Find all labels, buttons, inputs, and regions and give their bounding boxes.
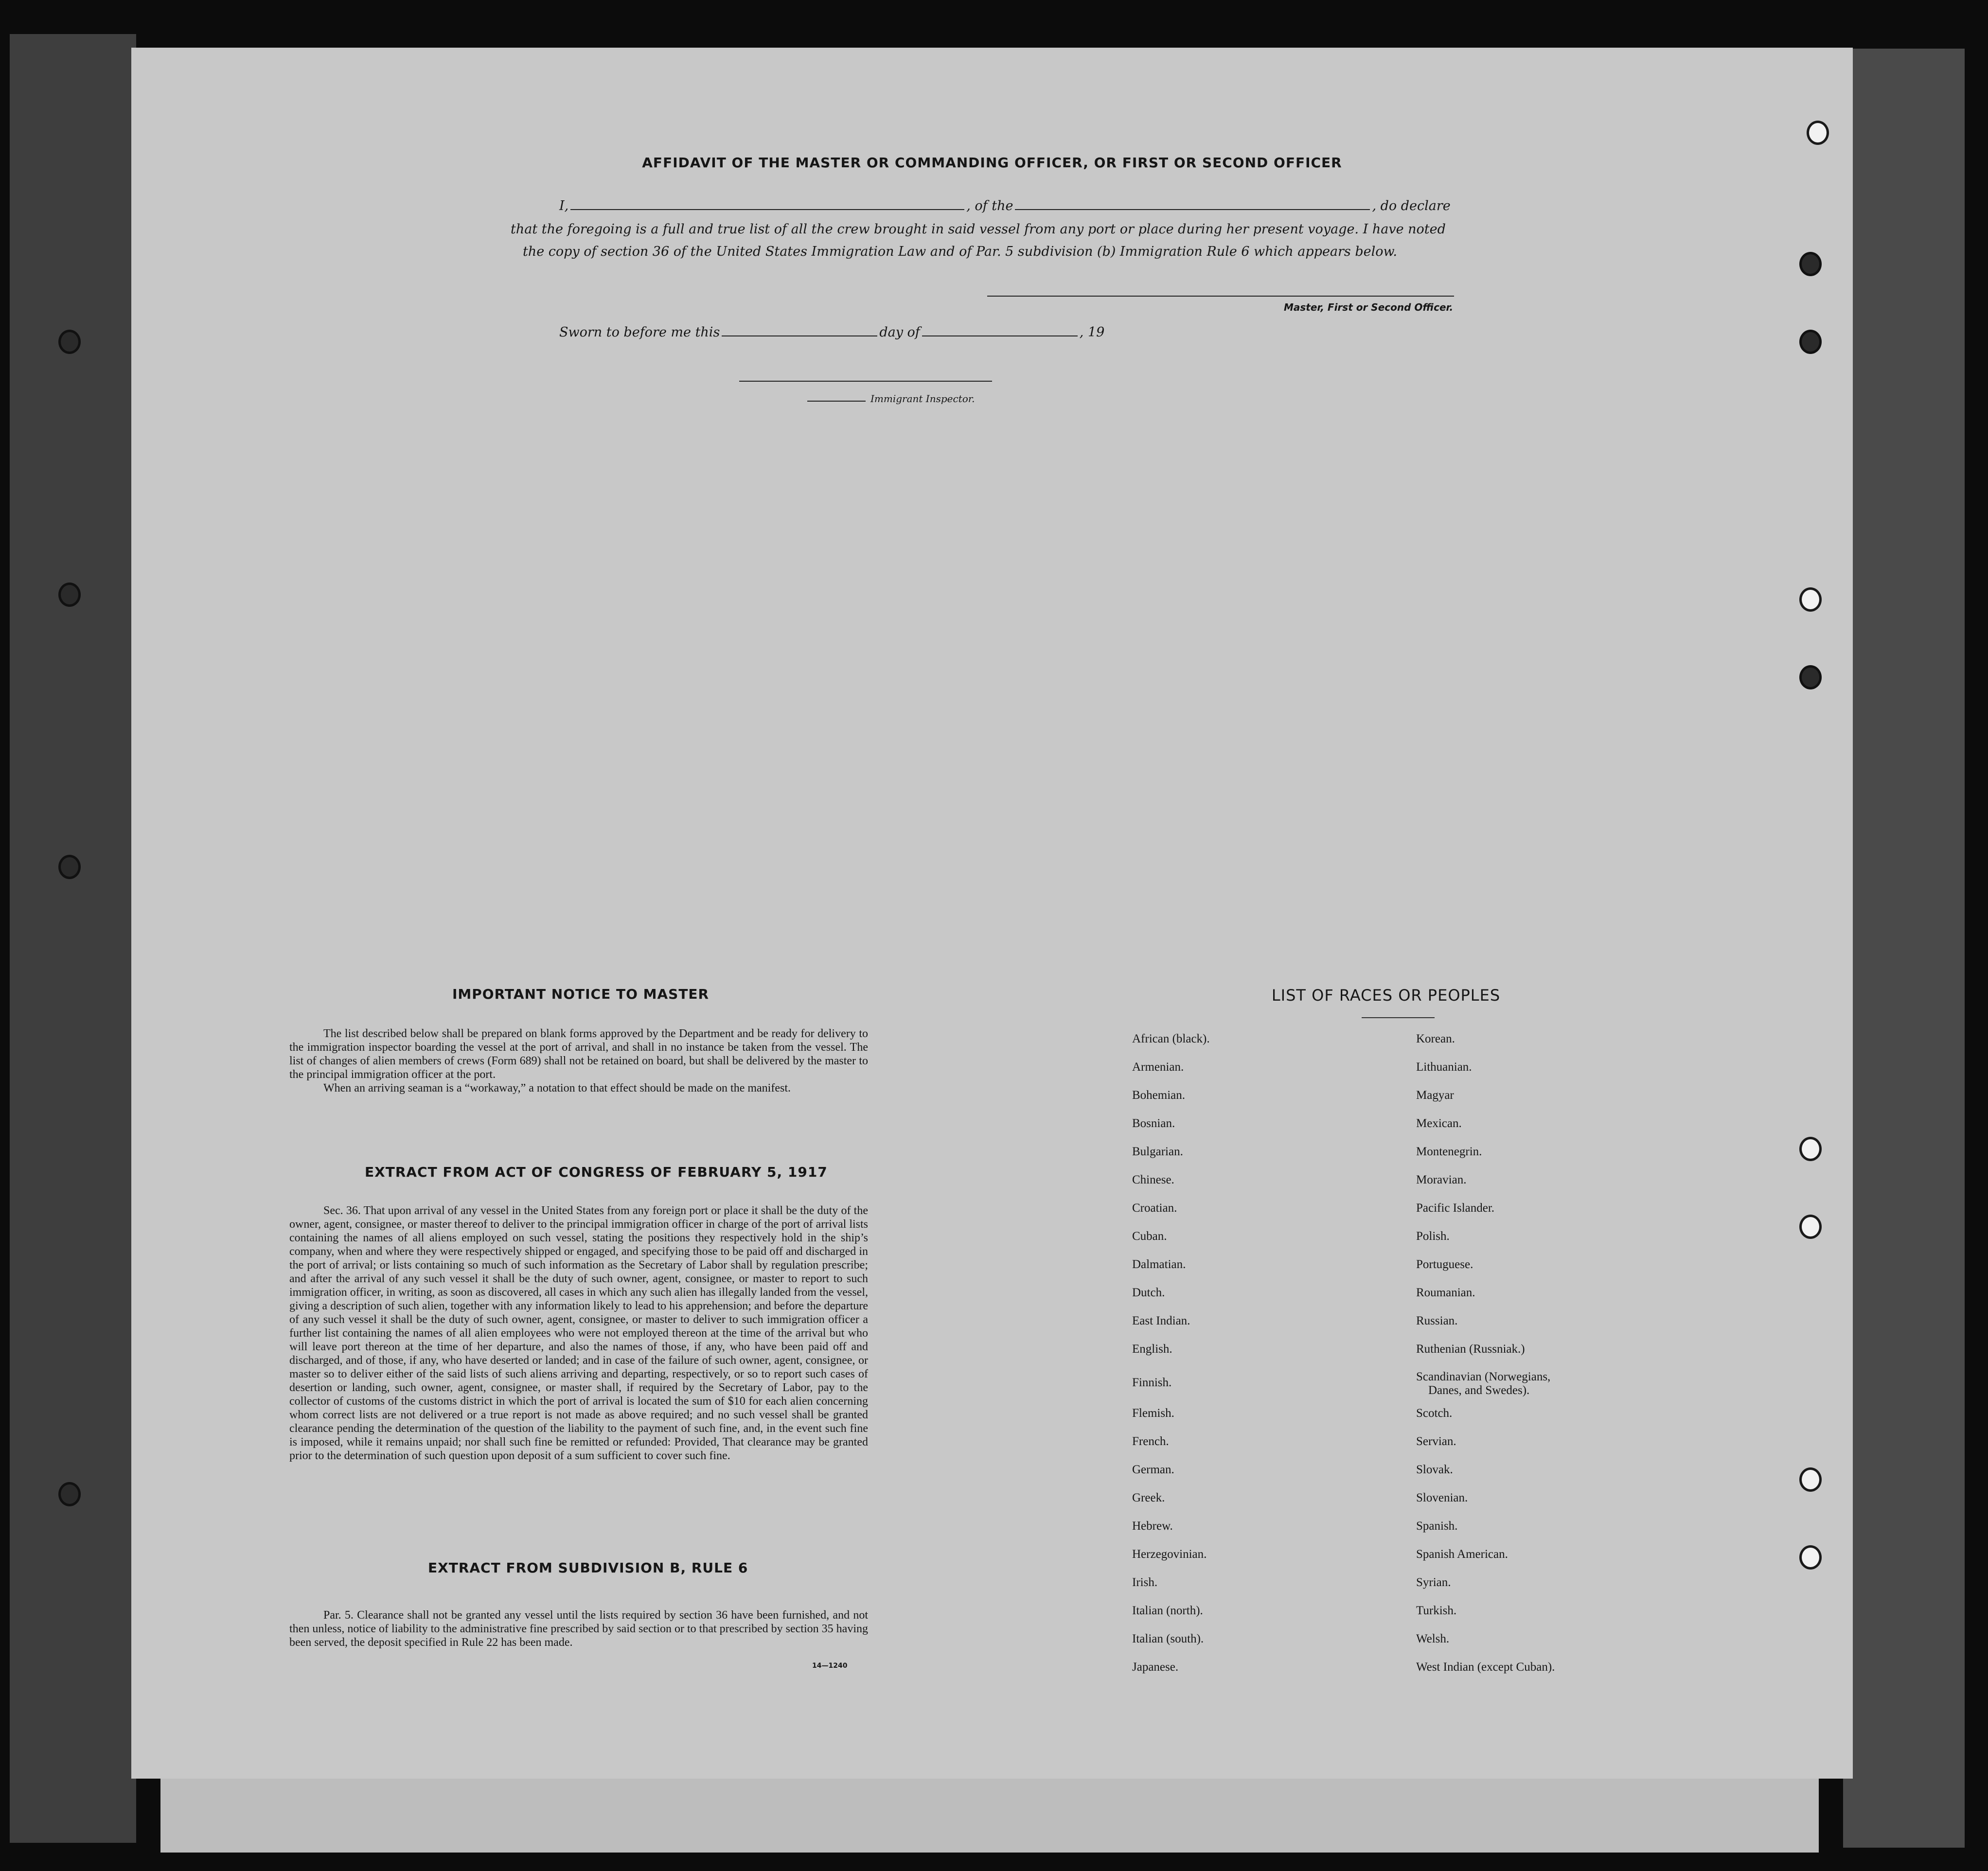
races-divider <box>1362 1017 1435 1018</box>
binder-hole <box>1799 1137 1822 1161</box>
races-left-column <box>1132 1032 1210 1688</box>
race-item: Hebrew. <box>1132 1519 1173 1533</box>
master-signature-label: Master, First or Second Officer. <box>1284 301 1454 313</box>
back-sheet-left <box>10 34 136 1843</box>
race-item: Flemish. <box>1132 1407 1174 1420</box>
extract-act-body <box>289 1204 868 1463</box>
race-item: Japanese. <box>1132 1660 1179 1674</box>
binder-hole <box>58 855 81 879</box>
race-item: German. <box>1132 1463 1174 1476</box>
inspector-signature-line <box>739 381 992 382</box>
notice-paragraph-2: When an arriving seaman is a “workaway,” a notation to that effect should be made on the manifest. <box>323 1082 791 1094</box>
binder-hole <box>58 582 81 607</box>
race-item: Polish. <box>1416 1230 1450 1243</box>
inspector-short-line <box>807 401 866 402</box>
race-item: Servian. <box>1416 1435 1456 1448</box>
notice-paragraph-1: The list described below shall be prepared on blank forms approved by the Department and be ready for delivery to the immigration inspector boarding the vessel at the port of arrival, and shall in no instance be taken from the vessel. The list of changes of alien members of crews (Form 689) shall not be retained on board, but shall be delivered by the master to the principal immigration officer at the port. <box>289 1027 868 1081</box>
race-item: French. <box>1132 1435 1169 1448</box>
race-item: Pacific Islander. <box>1416 1201 1495 1215</box>
binder-hole <box>1799 1467 1822 1492</box>
extract-act-title: EXTRACT FROM ACT OF CONGRESS OF FEBRUARY 5, 1917 <box>365 1164 828 1180</box>
race-item: Italian (south). <box>1132 1632 1204 1645</box>
i-label: I, <box>559 198 569 213</box>
race-item: East Indian. <box>1132 1314 1190 1327</box>
race-item: West Indian (except Cuban). <box>1416 1660 1555 1674</box>
race-item: Syrian. <box>1416 1576 1451 1589</box>
name-blank <box>570 209 964 210</box>
race-item: Russian. <box>1416 1314 1458 1327</box>
binder-hole <box>1799 665 1822 689</box>
affidavit-line-1 <box>559 198 1451 213</box>
section-36-text: Sec. 36. That upon arrival of any vessel in the United States from any foreign port or place it shall be the duty of the owner, agent, consignee, or master thereof to deliver to the principal immigration officer in charge of the port of arrival lists containing the names of all aliens employed on such vessel, stating the positions they respectively hold in the ship’s company, when and where they were respectively shipped or engaged, and specifying those to be paid off and discharged in the port of arrival; or lists containing so much of such information as the Secretary of Labor shall by regulation prescribe; and after the arrival of any such vessel it shall be the duty of such owner, agent, consignee, or master to report to such immigration officer, in writing, as soon as discovered, all cases in which any such alien has illegally landed from the vessel, giving a description of such alien, together with any information likely to lead to his apprehension; and before the departure of any such vessel it shall be the duty of such owner, agent, consignee, or master to deliver to such immigration officer a further list containing the names of all alien employees who were not employed thereon at the time of the arrival but who will leave port thereon at the time of her departure, and also the names of those, if any, who have been paid off and discharged, and of those, if any, who have deserted or landed; and in case of the failure of such owner, agent, consignee, or master so to deliver either of the said lists of such aliens arriving and departing, respectively, or so to report such cases of desertion or landing, such owner, agent, consignee, or master shall, if required by the Secretary of Labor, pay to the collector of customs of the customs district in which the port of arrival is located the sum of $10 for each alien concerning whom correct lists are not delivered or a true report is not made as above required; and no such vessel shall be granted clearance pending the determination of the question of the liability to the payment of such fine, and, in the event such fine is imposed, while it remains unpaid; nor shall such fine be remitted or refunded: Provided, That clearance may be granted prior to the determination of such question upon deposit of a sum sufficient to cover such fine. <box>289 1204 868 1462</box>
races-right-column <box>1416 1032 1555 1688</box>
binder-hole <box>1807 121 1829 145</box>
race-item: Chinese. <box>1132 1173 1174 1186</box>
race-item: Dalmatian. <box>1132 1258 1186 1271</box>
month-blank <box>922 335 1078 336</box>
race-item: Herzegovinian. <box>1132 1548 1207 1561</box>
binder-hole <box>1799 587 1822 612</box>
do-declare-label: , do declare <box>1372 198 1451 213</box>
year-prefix: , 19 <box>1079 325 1105 340</box>
sworn-line <box>559 325 1104 340</box>
vessel-blank <box>1015 209 1370 210</box>
notice-title: IMPORTANT NOTICE TO MASTER <box>452 986 710 1002</box>
extract-rule-body <box>289 1608 868 1649</box>
race-item: Bosnian. <box>1132 1117 1175 1130</box>
race-item: Spanish. <box>1416 1519 1458 1533</box>
inspector-label: Immigrant Inspector. <box>870 393 975 405</box>
race-item: Spanish American. <box>1416 1548 1508 1561</box>
extract-rule-title: EXTRACT FROM SUBDIVISION B, RULE 6 <box>428 1560 748 1576</box>
race-item: Portuguese. <box>1416 1258 1473 1271</box>
binder-hole <box>58 330 81 354</box>
race-item: Slovenian. <box>1416 1491 1468 1504</box>
race-item: Slovak. <box>1416 1463 1453 1476</box>
binder-hole <box>1799 252 1822 276</box>
race-item: Scotch. <box>1416 1407 1453 1420</box>
race-item: English. <box>1132 1342 1172 1356</box>
binder-hole <box>1799 1215 1822 1239</box>
sworn-prefix: Sworn to before me this <box>559 325 720 340</box>
day-of-label: day of <box>879 325 920 340</box>
affidavit-line-3: the copy of section 36 of the United States Immigration Law and of Par. 5 subdivision (b) Immigration Rule 6 which appears below. <box>523 244 1398 259</box>
race-item: Italian (north). <box>1132 1604 1203 1617</box>
form-number: 14—1240 <box>812 1662 848 1670</box>
race-item: Magyar <box>1416 1089 1454 1102</box>
race-item: Armenian. <box>1132 1060 1184 1074</box>
race-item: Turkish. <box>1416 1604 1457 1617</box>
race-item: Bohemian. <box>1132 1089 1186 1102</box>
form-page <box>131 48 1853 1779</box>
race-item: Cuban. <box>1132 1230 1167 1243</box>
affidavit-title: AFFIDAVIT OF THE MASTER OR COMMANDING OFFICER, OR FIRST OR SECOND OFFICER <box>642 155 1342 171</box>
notice-body <box>289 1027 868 1095</box>
race-item: Moravian. <box>1416 1173 1467 1186</box>
race-item: Lithuanian. <box>1416 1060 1472 1074</box>
race-item: Montenegrin. <box>1416 1145 1482 1158</box>
race-item: Finnish. <box>1132 1376 1172 1389</box>
race-item: Welsh. <box>1416 1632 1450 1645</box>
master-signature-line <box>987 296 1454 297</box>
race-item: Greek. <box>1132 1491 1165 1504</box>
race-item: Irish. <box>1132 1576 1158 1589</box>
race-item: African (black). <box>1132 1032 1210 1045</box>
affidavit-line-2: that the foregoing is a full and true list of all the crew brought in said vessel from any port or place during her present voyage. I have noted <box>511 222 1446 237</box>
binder-hole <box>58 1482 81 1506</box>
binder-hole <box>1799 330 1822 354</box>
binder-hole <box>1799 1545 1822 1570</box>
race-item: Dutch. <box>1132 1286 1165 1299</box>
race-item: Scandinavian (Norwegians, Danes, and Swedes). <box>1416 1370 1551 1397</box>
race-item: Ruthenian (Russniak.) <box>1416 1342 1525 1356</box>
races-title: LIST OF RACES OR PEOPLES <box>1271 986 1501 1005</box>
back-sheet-right <box>1843 49 1965 1848</box>
race-item: Mexican. <box>1416 1117 1462 1130</box>
of-the-label: , of the <box>966 198 1013 213</box>
race-item: Bulgarian. <box>1132 1145 1183 1158</box>
race-item: Croatian. <box>1132 1201 1177 1215</box>
day-blank <box>722 335 877 336</box>
race-item: Korean. <box>1416 1032 1455 1045</box>
race-item: Roumanian. <box>1416 1286 1475 1299</box>
paragraph-5-text: Par. 5. Clearance shall not be granted any vessel until the lists required by section 36 have been furnished, and not then unless, notice of liability to the administrative fine prescribed by said section or to that prescribed by section 35 having been served, the deposit specified in Rule 22 has been made. <box>289 1609 868 1649</box>
